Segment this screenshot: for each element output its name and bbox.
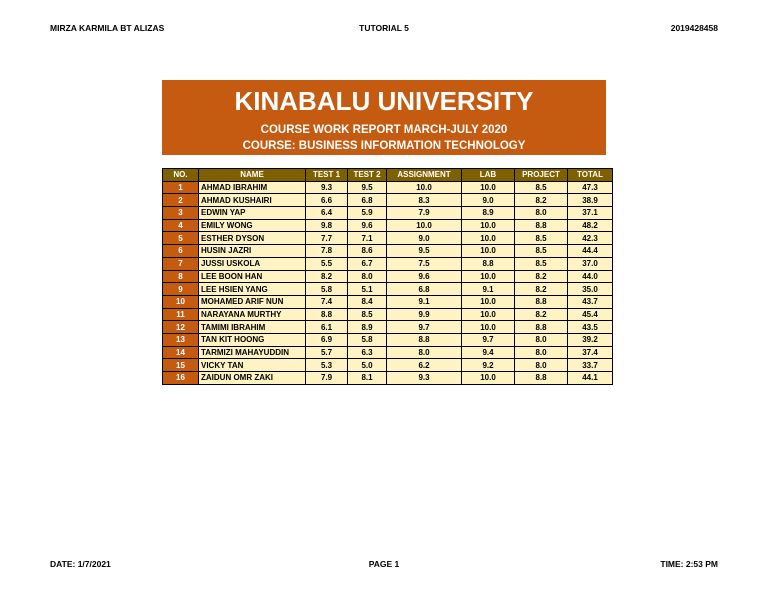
cell-name: MOHAMED ARIF NUN — [199, 295, 306, 308]
cell-no: 6 — [163, 245, 199, 258]
table-row — [163, 372, 613, 385]
cell-test2: 8.6 — [348, 245, 387, 258]
cell-lab: 8.9 — [462, 207, 515, 220]
cell-project: 8.2 — [515, 283, 568, 296]
table-row — [163, 194, 613, 207]
cell-no: 8 — [163, 270, 199, 283]
header-tutorial: TUTORIAL 5 — [359, 23, 409, 33]
cell-test2: 9.6 — [348, 219, 387, 232]
cell-total: 37.0 — [568, 257, 613, 270]
table-row — [163, 333, 613, 346]
cell-name: VICKY TAN — [199, 359, 306, 372]
cell-project: 8.2 — [515, 308, 568, 321]
cell-name: ESTHER DYSON — [199, 232, 306, 245]
footer-date: DATE: 1/7/2021 — [50, 559, 111, 569]
cell-project: 8.0 — [515, 207, 568, 220]
cell-project: 8.8 — [515, 372, 568, 385]
cell-test2: 8.4 — [348, 295, 387, 308]
cell-lab: 10.0 — [462, 219, 515, 232]
cell-test2: 9.5 — [348, 181, 387, 194]
cell-no: 9 — [163, 283, 199, 296]
col-header-name: NAME — [199, 169, 306, 182]
cell-no: 2 — [163, 194, 199, 207]
footer-time: TIME: 2:53 PM — [660, 559, 718, 569]
cell-no: 13 — [163, 333, 199, 346]
cell-test1: 5.3 — [306, 359, 348, 372]
cell-assignment: 6.8 — [387, 283, 462, 296]
cell-test2: 5.8 — [348, 333, 387, 346]
col-header-project: PROJECT — [515, 169, 568, 182]
cell-total: 48.2 — [568, 219, 613, 232]
footer-page: PAGE 1 — [368, 559, 400, 569]
cell-lab: 10.0 — [462, 295, 515, 308]
cell-lab: 10.0 — [462, 321, 515, 334]
cell-name: EDWIN YAP — [199, 207, 306, 220]
cell-total: 44.0 — [568, 270, 613, 283]
header-author: MIRZA KARMILA BT ALIZAS — [50, 23, 165, 33]
report-subtitle: COURSE WORK REPORT MARCH-JULY 2020 — [260, 124, 508, 136]
cell-name: AHMAD IBRAHIM — [199, 181, 306, 194]
cell-test1: 9.3 — [306, 181, 348, 194]
header-student-id: 2019428458 — [670, 23, 718, 33]
cell-project: 8.8 — [515, 219, 568, 232]
cell-test1: 5.8 — [306, 283, 348, 296]
cell-no: 1 — [163, 181, 199, 194]
col-header-no: NO. — [163, 169, 199, 182]
table-header-row — [163, 169, 613, 182]
cell-no: 15 — [163, 359, 199, 372]
cell-project: 8.5 — [515, 245, 568, 258]
cell-test1: 7.8 — [306, 245, 348, 258]
cell-test1: 5.5 — [306, 257, 348, 270]
cell-test1: 6.4 — [306, 207, 348, 220]
course-subtitle: COURSE: BUSINESS INFORMATION TECHNOLOGY — [242, 140, 526, 152]
table-row — [163, 207, 613, 220]
cell-no: 11 — [163, 308, 199, 321]
col-header-total: TOTAL — [568, 169, 613, 182]
cell-lab: 9.0 — [462, 194, 515, 207]
cell-test2: 8.1 — [348, 372, 387, 385]
cell-lab: 10.0 — [462, 308, 515, 321]
cell-name: TARMIZI MAHAYUDDIN — [199, 346, 306, 359]
cell-name: TAN KIT HOONG — [199, 333, 306, 346]
cell-lab: 10.0 — [462, 232, 515, 245]
cell-lab: 10.0 — [462, 270, 515, 283]
cell-assignment: 9.7 — [387, 321, 462, 334]
cell-test1: 7.4 — [306, 295, 348, 308]
cell-no: 12 — [163, 321, 199, 334]
cell-assignment: 6.2 — [387, 359, 462, 372]
cell-test1: 8.8 — [306, 308, 348, 321]
cell-test1: 7.9 — [306, 372, 348, 385]
cell-test1: 8.2 — [306, 270, 348, 283]
cell-total: 44.1 — [568, 372, 613, 385]
cell-test1: 7.7 — [306, 232, 348, 245]
cell-no: 10 — [163, 295, 199, 308]
cell-project: 8.5 — [515, 232, 568, 245]
cell-total: 44.4 — [568, 245, 613, 258]
table-row — [163, 181, 613, 194]
cell-lab: 8.8 — [462, 257, 515, 270]
cell-name: JUSSI USKOLA — [199, 257, 306, 270]
cell-assignment: 10.0 — [387, 181, 462, 194]
cell-total: 35.0 — [568, 283, 613, 296]
cell-project: 8.0 — [515, 346, 568, 359]
table-row — [163, 257, 613, 270]
cell-assignment: 8.0 — [387, 346, 462, 359]
table-row — [163, 346, 613, 359]
cell-total: 43.5 — [568, 321, 613, 334]
cell-project: 8.8 — [515, 295, 568, 308]
cell-no: 3 — [163, 207, 199, 220]
university-title: KINABALU UNIVERSITY — [234, 86, 534, 116]
cell-test2: 5.9 — [348, 207, 387, 220]
col-header-assignment: ASSIGNMENT — [387, 169, 462, 182]
cell-project: 8.0 — [515, 359, 568, 372]
cell-total: 45.4 — [568, 308, 613, 321]
grades-table — [162, 168, 613, 385]
cell-assignment: 9.1 — [387, 295, 462, 308]
cell-project: 8.0 — [515, 333, 568, 346]
cell-test2: 6.7 — [348, 257, 387, 270]
cell-assignment: 9.3 — [387, 372, 462, 385]
col-header-lab: LAB — [462, 169, 515, 182]
cell-assignment: 9.5 — [387, 245, 462, 258]
cell-assignment: 8.8 — [387, 333, 462, 346]
cell-test1: 6.6 — [306, 194, 348, 207]
cell-name: NARAYANA MURTHY — [199, 308, 306, 321]
cell-project: 8.5 — [515, 181, 568, 194]
table-row — [163, 308, 613, 321]
cell-lab: 9.1 — [462, 283, 515, 296]
cell-test2: 7.1 — [348, 232, 387, 245]
cell-total: 37.1 — [568, 207, 613, 220]
cell-name: ZAIDUN OMR ZAKI — [199, 372, 306, 385]
cell-assignment: 7.9 — [387, 207, 462, 220]
cell-assignment: 10.0 — [387, 219, 462, 232]
cell-name: AHMAD KUSHAIRI — [199, 194, 306, 207]
cell-no: 7 — [163, 257, 199, 270]
cell-name: LEE BOON HAN — [199, 270, 306, 283]
cell-no: 16 — [163, 372, 199, 385]
cell-project: 8.2 — [515, 194, 568, 207]
cell-no: 14 — [163, 346, 199, 359]
cell-assignment: 9.0 — [387, 232, 462, 245]
cell-test2: 8.9 — [348, 321, 387, 334]
col-header-test1: TEST 1 — [306, 169, 348, 182]
cell-total: 33.7 — [568, 359, 613, 372]
cell-lab: 10.0 — [462, 245, 515, 258]
table-row — [163, 232, 613, 245]
table-row — [163, 321, 613, 334]
cell-test2: 6.3 — [348, 346, 387, 359]
table-row — [163, 219, 613, 232]
cell-no: 5 — [163, 232, 199, 245]
cell-lab: 9.2 — [462, 359, 515, 372]
table-row — [163, 270, 613, 283]
cell-name: EMILY WONG — [199, 219, 306, 232]
cell-lab: 10.0 — [462, 372, 515, 385]
cell-test2: 5.1 — [348, 283, 387, 296]
cell-total: 47.3 — [568, 181, 613, 194]
col-header-test2: TEST 2 — [348, 169, 387, 182]
cell-test2: 5.0 — [348, 359, 387, 372]
cell-lab: 9.4 — [462, 346, 515, 359]
cell-name: TAMIMI IBRAHIM — [199, 321, 306, 334]
cell-test1: 5.7 — [306, 346, 348, 359]
cell-lab: 9.7 — [462, 333, 515, 346]
cell-total: 42.3 — [568, 232, 613, 245]
report-banner — [162, 80, 606, 155]
cell-project: 8.5 — [515, 257, 568, 270]
table-row — [163, 245, 613, 258]
cell-total: 39.2 — [568, 333, 613, 346]
cell-total: 43.7 — [568, 295, 613, 308]
cell-name: HUSIN JAZRI — [199, 245, 306, 258]
cell-assignment: 9.9 — [387, 308, 462, 321]
cell-assignment: 7.5 — [387, 257, 462, 270]
cell-test2: 6.8 — [348, 194, 387, 207]
cell-assignment: 8.3 — [387, 194, 462, 207]
cell-name: LEE HSIEN YANG — [199, 283, 306, 296]
cell-test2: 8.0 — [348, 270, 387, 283]
cell-test1: 9.8 — [306, 219, 348, 232]
cell-lab: 10.0 — [462, 181, 515, 194]
cell-project: 8.2 — [515, 270, 568, 283]
cell-test1: 6.9 — [306, 333, 348, 346]
table-row — [163, 283, 613, 296]
cell-test2: 8.5 — [348, 308, 387, 321]
table-row — [163, 359, 613, 372]
cell-total: 37.4 — [568, 346, 613, 359]
cell-assignment: 9.6 — [387, 270, 462, 283]
table-row — [163, 295, 613, 308]
cell-project: 8.8 — [515, 321, 568, 334]
cell-no: 4 — [163, 219, 199, 232]
cell-test1: 6.1 — [306, 321, 348, 334]
cell-total: 38.9 — [568, 194, 613, 207]
